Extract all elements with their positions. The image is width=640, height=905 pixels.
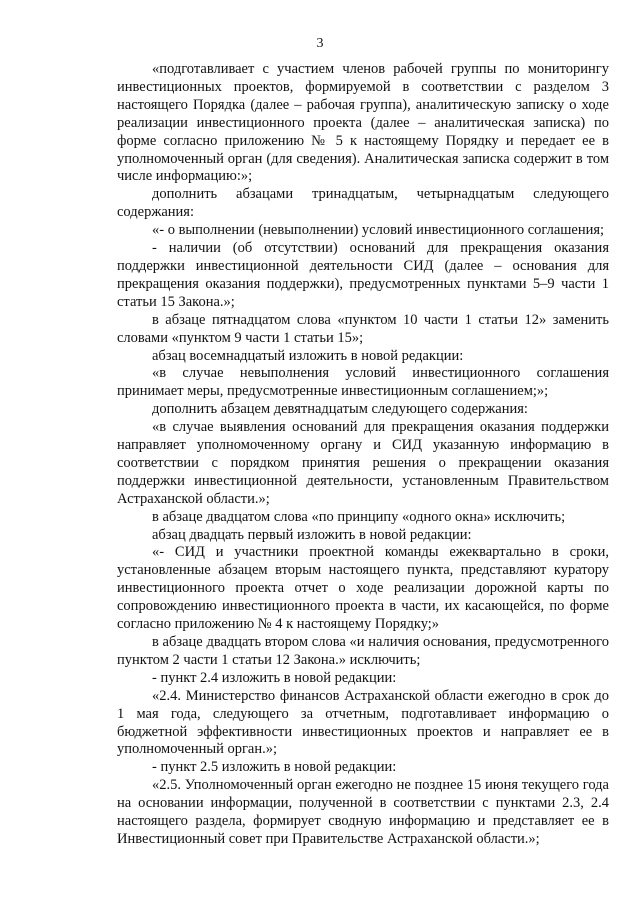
page-number: 3 (316, 36, 324, 51)
paragraph: в абзаце двадцатом слова «по принципу «одного окна» исключить; (152, 508, 566, 525)
paragraph: в абзаце двадцать втором слова «и наличия основания, предусмотренного пунктом 2 части 1 статьи 12 Закона.» исключить; (117, 634, 609, 668)
paragraph: в абзаце пятнадцатом слова «пунктом 10 части 1 статьи 12» заменить словами «пунктом 9 части 1 статьи 15»; (117, 311, 609, 346)
paragraph: - наличии (об отсутствии) оснований для прекращения оказания поддержки инвестиционной деятельности СИД (далее – основания для прекращения оказания поддержки), предусмотренных пунктами 5–9 части 1 статьи 15 Закона.»; (117, 240, 609, 310)
paragraph: «- СИД и участники проектной команды ежеквартально в сроки, установленные абзацем вторым настоящего пункта, представляют куратору инвестиционного проекта отчет о ходе реализации дорожной карты по сопровождению инвестиционного проекта в части, их касающейся, по форме согласно приложению № 4 к настоящему Порядку;» (117, 544, 609, 633)
paragraph: дополнить абзацем девятнадцатым следующего содержания: (152, 401, 528, 418)
paragraph: - пункт 2.4 изложить в новой редакции: (152, 669, 397, 686)
paragraph: абзац восемнадцатый изложить в новой редакции: (152, 347, 464, 364)
paragraph: «подготавливает с участием членов рабочей группы по мониторингу инвестиционных проектов, формируемой в соответствии с разделом 3 настоящего Порядка (далее – рабочая группа), аналитическую записку о ходе реализации инвестиционного проекта (далее – аналитическая записка) по форме согласно приложению № 5 к настоящему Порядку и передает ее в уполномоченный орган (для сведения). Аналитическая записка содержит в том числе информацию:»; (117, 61, 609, 185)
paragraph: «2.4. Министерство финансов Астраханской области ежегодно в срок до 1 мая года, следующего за отчетным, подготавливает информацию о бюджетной эффективности инвестиционных проектов и направляет ее в уполномоченный орган.»; (117, 687, 609, 758)
paragraph: абзац двадцать первый изложить в новой редакции: (152, 526, 472, 543)
paragraph: «в случае невыполнения условий инвестиционного соглашения принимает меры, предусмотренные инвестиционным соглашением;»; (117, 365, 609, 400)
document-body (117, 61, 609, 849)
paragraph: - пункт 2.5 изложить в новой редакции: (152, 759, 397, 776)
paragraph: «- о выполнении (невыполнении) условий инвестиционного соглашения; (152, 222, 605, 239)
paragraph: «в случае выявления оснований для прекращения оказания поддержки направляет уполномоченному органу и СИД указанную информацию в соответствии с порядком принятия решения о прекращении оказания поддержки инвестиционной деятельности, установленным Правительством Астраханской области.»; (117, 419, 609, 507)
paragraph: «2.5. Уполномоченный орган ежегодно не позднее 15 июня текущего года на основании информации, полученной в соответствии с пунктами 2.3, 2.4 настоящего раздела, формирует сводную информацию и представляет ее в Инвестиционный совет при Правительстве Астраханской области.»; (117, 777, 609, 847)
paragraph: дополнить абзацами тринадцатым, четырнадцатым следующего содержания: (117, 186, 609, 221)
